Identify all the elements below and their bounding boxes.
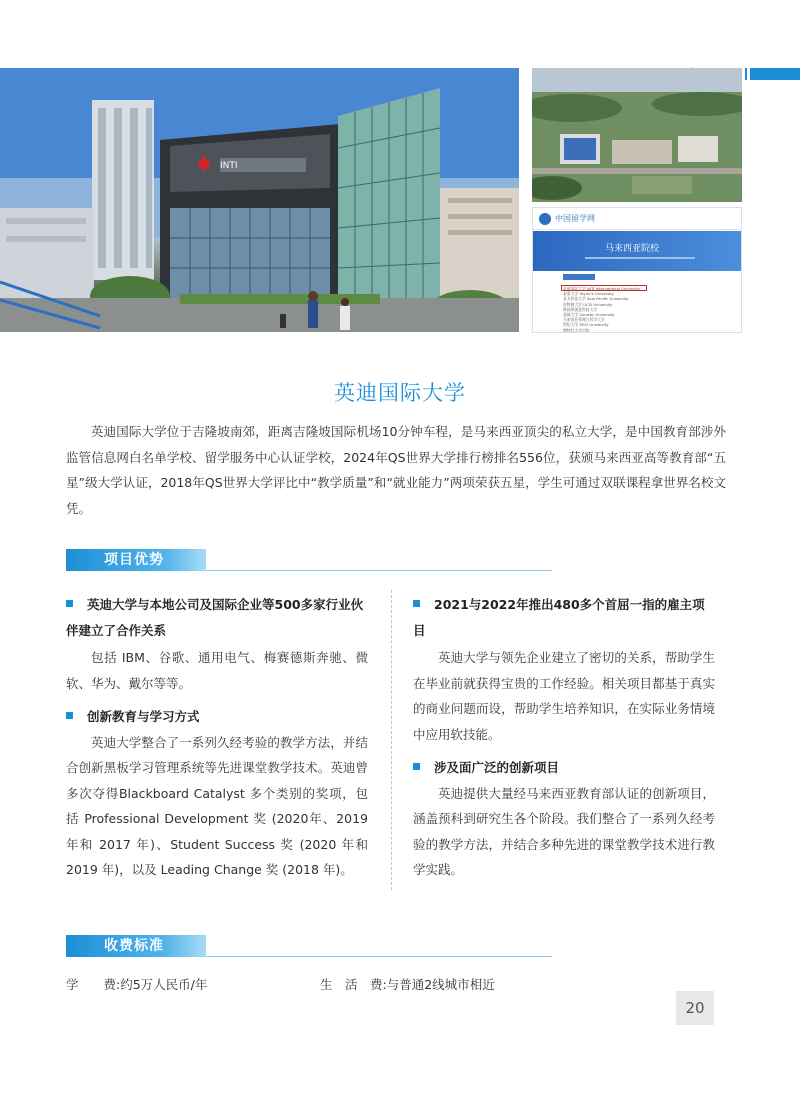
website-list-item: 亚太科技大学 Asia Pacific University — [563, 296, 629, 302]
bullet-square-icon — [413, 600, 420, 607]
website-list-item: 博特拉大学学院 — [563, 327, 590, 333]
website-name: 中国留学网 — [555, 214, 595, 223]
website-banner — [533, 231, 741, 271]
tuition-value: 约5万人民币/年 — [120, 977, 208, 992]
website-banner-title: 马来西亚院校 — [605, 244, 660, 254]
website-list-item: 泰莱大学 Taylor's University — [563, 291, 614, 297]
tuition-colon: : — [116, 977, 121, 992]
website-list-item: 世纪大学 SEGi University — [563, 322, 609, 328]
fees-header-tab: 收费标准 — [66, 935, 206, 957]
advantage-heading-text: 2021与2022年推出480多个首屈一指的雇主项目 — [413, 597, 705, 638]
living-cost-value: 与普通2线城市相近 — [386, 977, 495, 992]
advantage-body-innovation: 英迪大学整合了一系列久经考验的教学方法，并结合创新黑板学习管理系统等先进课堂教学技术。英迪曾多次夺得Blackboard Catalyst 多个类别的奖项，包括 Professional Development 奖 (2020年、2019 年和 2017 年)、Student Success 奖 (2020 年和 2019 年)，以及 Leading Change 奖 (2018 年)。 — [66, 734, 368, 877]
website-tab — [563, 274, 595, 280]
advantage-body-employer: 英迪大学与领先企业建立了密切的关系，帮助学生在毕业前就获得宝贵的工作经验。相关项目都基于真实的商业问题而设，帮助学生培养知识，在实际业务情境中应用软技能。 — [413, 650, 715, 742]
university-title: 英迪国际大学 — [334, 381, 466, 405]
advantage-heading-projects — [413, 755, 715, 781]
living-cost-row — [320, 976, 495, 994]
website-logo-icon — [539, 213, 551, 225]
bullet-square-icon — [66, 600, 73, 607]
campus-aerial-photo — [532, 68, 742, 202]
main-campus-photo — [0, 68, 519, 332]
website-screenshot — [532, 207, 742, 333]
website-list-item: 思特雅大学 UCSI University — [563, 301, 613, 307]
campus-aerial-illustration — [532, 68, 742, 202]
advantage-heading-text: 创新教育与学习方式 — [87, 709, 200, 724]
tuition-row — [66, 976, 207, 994]
university-intro: 英迪国际大学位于吉隆坡南郊，距离吉隆坡国际机场10分钟车程，是马来西亚顶尖的私立大学，是中国教育部涉外监管信息网白名单学校、留学服务中心认证学校，2024年QS世界大学排行榜排名556位，获颁马来西亚高等教育部“五星”级大学认证，2018年QS世界大学评比中“教学质量”和“就业能力”两项荣获五星，学生可通过双联课程拿世界名校文凭。 — [66, 424, 726, 516]
living-cost-label: 生 活 费 — [320, 977, 383, 992]
page-number: 20 — [676, 991, 714, 1025]
advantage-heading-innovation — [66, 704, 368, 730]
header-accent-block — [750, 68, 800, 80]
header-accent-bar — [745, 68, 747, 80]
website-list-item: 林国荣创意科技大学 — [563, 306, 598, 312]
main-campus-illustration — [0, 68, 519, 332]
advantage-heading-employer — [413, 592, 715, 643]
website-school-list — [563, 286, 713, 333]
advantage-heading-text: 涉及面广泛的创新项目 — [434, 760, 560, 775]
advantage-heading-partners — [66, 592, 368, 643]
website-banner-subtitle-line — [585, 257, 695, 259]
website-list-item: 双威大学 Sunway University — [563, 312, 615, 318]
advantage-body-projects: 英迪提供大量经马来西亚教育部认证的创新项目，涵盖预科到研究生各个阶段。我们整合了一系列久经考验的教学方法，并结合多种先进的课堂教学技术进行教学实践。 — [413, 785, 715, 877]
column-divider — [391, 590, 392, 890]
advantage-heading-text: 英迪大学与本地公司及国际企业等500多家行业伙伴建立了合作关系 — [66, 597, 364, 638]
advantages-header-tab: 项目优势 — [66, 549, 206, 571]
website-highlight-box — [561, 285, 647, 291]
bullet-square-icon — [413, 763, 420, 770]
website-header — [533, 208, 741, 230]
website-list-item: 英迪国际大学 INTI International University — [563, 286, 641, 291]
tuition-label: 学 费 — [66, 977, 117, 992]
advantages-right-column — [413, 592, 715, 883]
website-list-item: 马来西亚管理与科学大学 — [563, 317, 605, 323]
advantage-body-partners: 包括 IBM、谷歌、通用电气、梅赛德斯奔驰、微软、华为、戴尔等等。 — [66, 650, 368, 691]
living-cost-colon: : — [382, 977, 387, 992]
advantages-left-column — [66, 592, 368, 883]
building-sign-text: INTI — [220, 161, 238, 171]
bullet-square-icon — [66, 712, 73, 719]
